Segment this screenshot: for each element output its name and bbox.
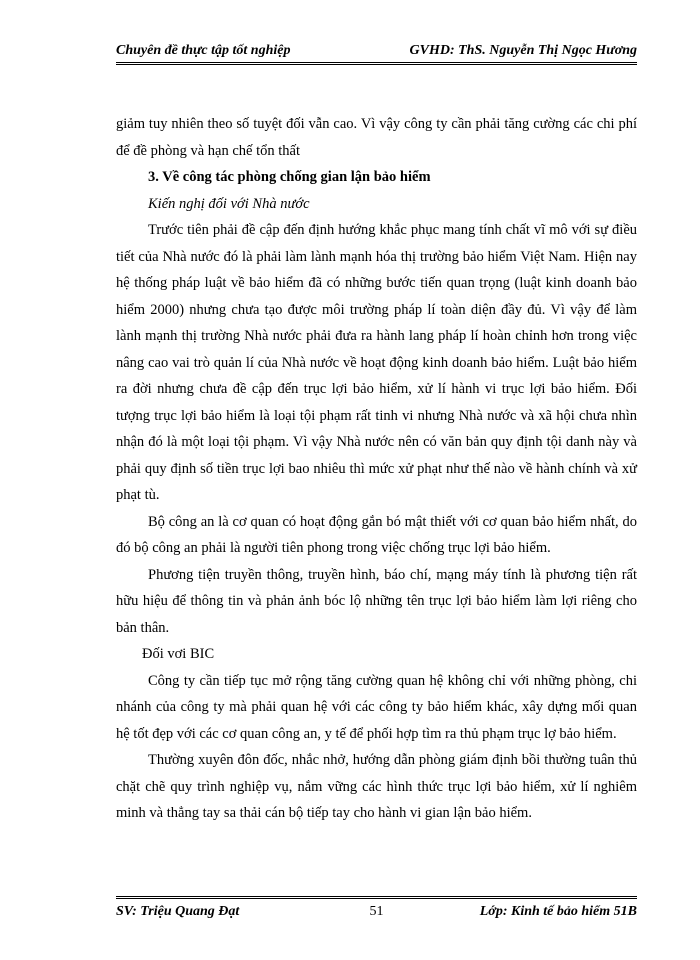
subsection-bic: Đối vơi BIC — [142, 646, 215, 662]
paragraph-state-recommendation: Trước tiên phải đề cập đến định hướng khắc phục mang tính chất vĩ mô với sự điều tiết của Nhà nước đó là phải làm lành mạnh hóa thị trường bảo hiểm Việt Nam. Hiện nay hệ thống pháp luật về bảo hiểm đã có những bước tiến quan trọng (luật kinh doanh bảo hiểm 2000) nhưng chưa tạo được môi trường pháp lí toàn diện đầy đủ. Vì vậy để làm lành mạnh thị trường Nhà nước phải đưa ra hành lang pháp lí hoàn chỉnh hơn trong việc nâng cao vai trò quản lí của Nhà nước về hoạt động kinh doanh bảo hiểm. Luật bảo hiểm ra đời nhưng chưa đề cập đến trục lợi bảo hiểm, xử lí hành vi trục lợi bảo hiểm. Đối tượng trục lợi bảo hiểm là loại tội phạm rất tinh vi nhưng Nhà nước và xã hội chưa nhìn nhận đó là một loại tội phạm. Vì vậy Nhà nước nên có văn bản quy định tội danh này và phải quy định số tiền trục lợi bao nhiêu thì mức xử phạt như thế nào về hành chính và xử phạt tù. — [116, 222, 637, 503]
footer-student: SV: Triệu Quang Đạt — [116, 904, 240, 919]
section-heading: 3. Về công tác phòng chống gian lận bảo hiểm — [148, 169, 431, 185]
header-supervisor: GVHD: ThS. Nguyễn Thị Ngọc Hương — [409, 43, 637, 58]
subsection-heading: Kiến nghị đối với Nhà nước — [148, 195, 310, 212]
paragraph-media: Phương tiện truyền thông, truyền hình, báo chí, mạng máy tính là phương tiện rất hữu hiệu để thông tin và phản ảnh bóc lộ những tên trục lợi bảo hiểm làm lợi riêng cho bản thân. — [116, 566, 637, 636]
paragraph-police: Bộ công an là cơ quan có hoạt động gắn bó mật thiết với cơ quan bảo hiểm nhất, do đó bộ công an phải là người tiên phong trong việc chống trục lợi bảo hiểm. — [116, 513, 637, 556]
page-header — [116, 40, 637, 65]
paragraph-bic-supervision: Thường xuyên đôn đốc, nhắc nhở, hướng dẫn phòng giám định bồi thường tuân thủ chặt chẽ quy trình nghiệp vụ, nắm vững các hình thức trục lợi bảo hiểm, xử lí nghiêm minh và thẳng tay sa thải cán bộ tiếp tay cho hành vi gian lận bảo hiểm. — [116, 752, 637, 821]
paragraph-bic-relations: Công ty cần tiếp tục mở rộng tăng cường quan hệ không chỉ với những phòng, chi nhánh của công ty mà phải quan hệ với các công ty bảo hiểm khác, xây dựng mối quan hệ tốt đẹp với các cơ quan công an, y tế để phối hợp tìm ra thủ phạm trục lợ bảo hiểm. — [116, 672, 637, 742]
header-document-title: Chuyên đề thực tập tốt nghiệp — [116, 43, 291, 58]
page-number: 51 — [369, 904, 384, 919]
page-body — [116, 111, 637, 827]
page-footer — [116, 896, 637, 925]
footer-class: Lớp: Kinh tế bảo hiểm 51B — [479, 904, 637, 919]
paragraph-continuation: giảm tuy nhiên theo số tuyệt đối vẫn cao. Vì vậy công ty cần phải tăng cường các chi phí để đề phòng và hạn chế tổn thất — [116, 116, 637, 159]
